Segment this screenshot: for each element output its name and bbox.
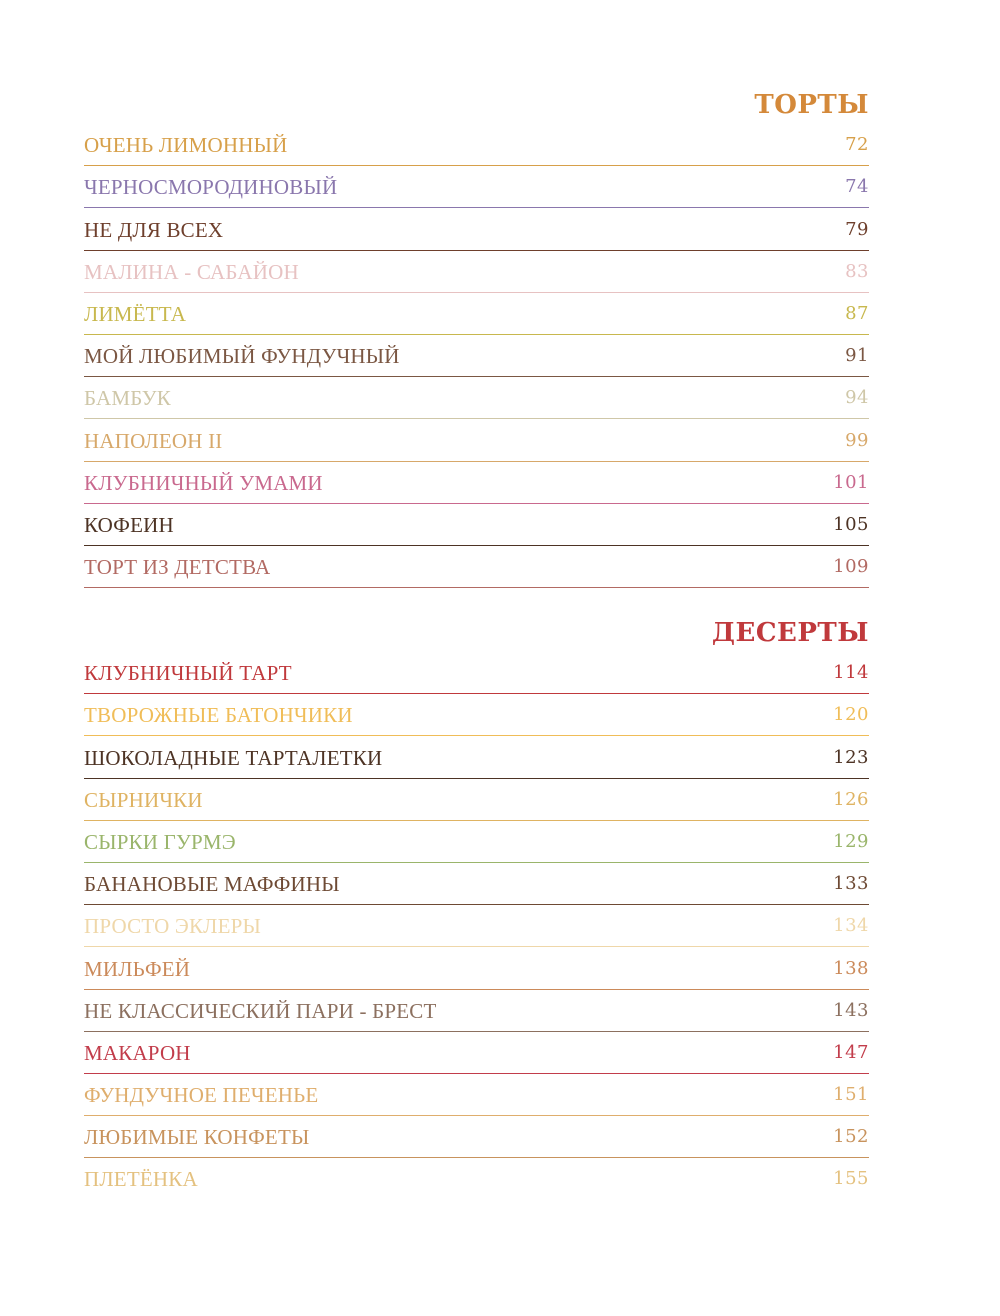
toc-row-page: 138 [833, 957, 869, 979]
toc-row[interactable] [84, 546, 869, 588]
toc-row-title: ЧЕРНОСМОРОДИНОВЫЙ [84, 175, 338, 200]
toc-row-title: НАПОЛЕОН II [84, 428, 223, 453]
toc-row-page: 72 [845, 134, 869, 156]
toc-row-title: ОЧЕНЬ ЛИМОННЫЙ [84, 133, 288, 158]
toc-row[interactable] [84, 251, 869, 293]
toc-row[interactable] [84, 1074, 869, 1116]
toc-row-title: ЛИМЁТТА [84, 301, 187, 326]
toc-row[interactable] [84, 462, 869, 504]
toc-row-title: НЕ ДЛЯ ВСЕХ [84, 217, 224, 242]
toc-row-title: ЛЮБИМЫЕ КОНФЕТЫ [84, 1125, 310, 1150]
toc-row-title: МАЛИНА - САБАЙОН [84, 259, 299, 284]
toc-row[interactable] [84, 335, 869, 377]
toc-row-page: 114 [833, 662, 869, 684]
toc-row-title: СЫРКИ ГУРМЭ [84, 829, 236, 854]
toc-row[interactable] [84, 124, 869, 166]
toc-row[interactable] [84, 947, 869, 989]
toc-row[interactable] [84, 208, 869, 250]
section-desserts [84, 614, 869, 1200]
toc-row[interactable] [84, 166, 869, 208]
toc-row[interactable] [84, 1032, 869, 1074]
section-cakes [84, 86, 869, 588]
toc-row-page: 91 [845, 345, 869, 367]
toc-row[interactable] [84, 377, 869, 419]
toc-row[interactable] [84, 990, 869, 1032]
toc-row-title: ФУНДУЧНОЕ ПЕЧЕНЬЕ [84, 1083, 319, 1108]
toc-row-title: МИЛЬФЕЙ [84, 956, 191, 981]
toc-row-page: 99 [845, 429, 869, 451]
toc-row-title: КЛУБНИЧНЫЙ УМАМИ [84, 470, 323, 495]
toc-row-title: МАКАРОН [84, 1040, 191, 1065]
toc-row-title: ТОРТ ИЗ ДЕТСТВА [84, 555, 271, 580]
desserts-list [84, 652, 869, 1200]
toc-row[interactable] [84, 736, 869, 778]
toc-row-page: 74 [845, 176, 869, 198]
toc-row-page: 126 [833, 788, 869, 810]
toc-row-title: ПЛЕТЁНКА [84, 1167, 198, 1192]
toc-row-page: 109 [833, 556, 869, 578]
toc-row[interactable] [84, 863, 869, 905]
toc-row[interactable] [84, 652, 869, 694]
toc-row-title: КЛУБНИЧНЫЙ ТАРТ [84, 661, 292, 686]
toc-row-title: ШОКОЛАДНЫЕ ТАРТАЛЕТКИ [84, 745, 383, 770]
toc-row-title: БАМБУК [84, 386, 172, 411]
toc-row[interactable] [84, 293, 869, 335]
toc-row-page: 87 [845, 302, 869, 324]
toc-row-title: НЕ КЛАССИЧЕСКИЙ ПАРИ - БРЕСТ [84, 998, 437, 1023]
toc-row-page: 129 [833, 830, 869, 852]
toc-row[interactable] [84, 1158, 869, 1200]
toc-row-page: 147 [833, 1041, 869, 1063]
toc-row-page: 83 [845, 260, 869, 282]
toc-row[interactable] [84, 905, 869, 947]
toc-row-page: 133 [833, 873, 869, 895]
section-title-desserts: ДЕСЕРТЫ [711, 618, 869, 648]
cakes-list [84, 124, 869, 588]
toc-row-page: 79 [845, 218, 869, 240]
toc-row[interactable] [84, 821, 869, 863]
toc-row-title: СЫРНИЧКИ [84, 787, 203, 812]
toc-row[interactable] [84, 779, 869, 821]
toc-row-page: 152 [833, 1126, 869, 1148]
toc-row-page: 120 [833, 704, 869, 726]
toc-row-title: ТВОРОЖНЫЕ БАТОНЧИКИ [84, 703, 353, 728]
toc-row-page: 134 [833, 915, 869, 937]
section-title-cakes: ТОРТЫ [754, 90, 869, 120]
toc-row-title: МОЙ ЛЮБИМЫЙ ФУНДУЧНЫЙ [84, 344, 400, 369]
toc-row-page: 105 [833, 513, 869, 535]
toc-row[interactable] [84, 1116, 869, 1158]
toc-row-title: БАНАНОВЫЕ МАФФИНЫ [84, 872, 340, 897]
toc-row[interactable] [84, 419, 869, 461]
toc-row[interactable] [84, 504, 869, 546]
toc-row-title: КОФЕИН [84, 512, 174, 537]
toc-row-title: ПРОСТО ЭКЛЕРЫ [84, 914, 262, 939]
toc-row-page: 94 [845, 387, 869, 409]
toc-row[interactable] [84, 694, 869, 736]
toc-row-page: 143 [833, 999, 869, 1021]
toc-row-page: 101 [833, 471, 869, 493]
toc-row-page: 155 [833, 1168, 869, 1190]
toc-row-page: 123 [833, 746, 869, 768]
toc-row-page: 151 [833, 1084, 869, 1106]
